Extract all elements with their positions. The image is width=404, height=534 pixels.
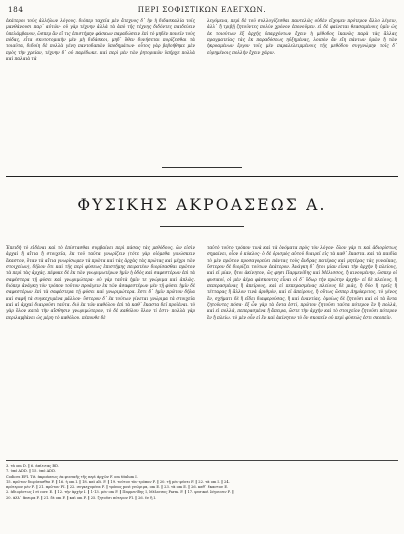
page-number: 184 (8, 5, 24, 14)
apparatus-line: Codices EFI. Tit. ἀκροάσεως ἐκ φυσικῆς τῆς περὶ ἀρχῶν F. om titulum I. (6, 474, 138, 479)
apparatus-line: 20. ἀλλ᾽ ἄπειρα F. ‖ 21. δὲ om F. ‖ καὶ om F. ‖ 25. ζητοῦσι πότερον FI. ‖ 26. ἓν ἢ I. (6, 495, 157, 500)
body-right-paragraph: ταὐτὸ τοῦτο τρόπον τινὰ καὶ τὰ ὀνόματα πρὸς τὸν λόγον· ὅλον γάρ τι καὶ ἀδιορίστως σημαίνει, οἷον ὁ κύκλος· ὁ δὲ ὁρισμὸς αὐτοῦ διαιρεῖ εἰς τὰ καθ᾽ ἕκαστα. καὶ τὰ παιδία τὸ μὲν πρῶτον προσαγορεύει πάντας τοὺς ἄνδρας πατέρας καὶ μητέρας τὰς γυναῖκας, ὕστερον δὲ διορίζει τούτων ἑκάτερον. Ἀνάγκη δ᾽ ἤτοι μίαν εἶναι τὴν ἀρχὴν ἢ πλείους, καὶ εἰ μίαν, ἤτοι ἀκίνητον, ὥς φησι Παρμενίδης καὶ Μέλισσος, ἢ κινουμένην, ὥσπερ οἱ φυσικοί, οἱ μὲν ἀέρα φάσκοντες εἶναι οἱ δ᾽ ὕδωρ τὴν πρώτην ἀρχήν· εἰ δὲ πλείους, ἢ πεπερασμένας ἢ ἀπείρους, καὶ εἰ πεπερασμένας πλείους δὲ μιᾶς, ἢ δύο ἢ τρεῖς ἢ τέτταρας ἢ ἄλλον τινὰ ἀριθμόν, καὶ εἰ ἀπείρους, ἢ οὕτως ὥσπερ Δημόκριτος, τὸ γένος ἕν, σχήματι δὲ ἢ εἴδει διαφερούσας, ἢ καὶ ἐναντίας. ὁμοίως δὲ ζητοῦσι καὶ οἱ τὰ ὄντα ζητοῦντες πόσα· ἐξ ὧν γὰρ τὰ ὄντα ἐστί, πρῶτον ζητοῦσι ταῦτα πότερον ἓν ἢ πολλά, καὶ εἰ πολλά, πεπερασμένα ἢ ἄπειρα, ὥστε τὴν ἀρχὴν καὶ τὸ στοιχεῖον ζητοῦσι πότερον ἓν ἢ πλείω. τὸ μὲν οὖν εἰ ἓν καὶ ἀκίνητον τὸ ὂν σκοπεῖν οὐ περὶ φύσεώς ἐστι σκοπεῖν. (207, 245, 397, 320)
section-divider-rule (6, 176, 398, 177)
body-right-column (207, 245, 397, 459)
running-title: ΠΕΡΙ ΣΟΦΙΣΤΙΚΩΝ ΕΛΕΓΧΩΝ. (137, 5, 267, 14)
body-left-paragraph: Ἐπειδὴ τὸ εἰδέναι καὶ τὸ ἐπίστασθαι συμβαίνει περὶ πάσας τὰς μεθόδους, ὧν εἰσὶν ἀρχαὶ ἢ αἴτια ἢ στοιχεῖα, ἐκ τοῦ ταῦτα γνωρίζειν (τότε γὰρ οἰόμεθα γινώσκειν ἕκαστον, ὅταν τὰ αἴτια γνωρίσωμεν τὰ πρῶτα καὶ τὰς ἀρχὰς τὰς πρώτας καὶ μέχρι τῶν στοιχείων), δῆλον ὅτι καὶ τῆς περὶ φύσεως ἐπιστήμης πειρατέον διορίσασθαι πρῶτον τὰ περὶ τὰς ἀρχάς. πέφυκε δὲ ἐκ τῶν γνωριμωτέρων ἡμῖν ἡ ὁδὸς καὶ σαφεστέρων ἐπὶ τὰ σαφέστερα τῇ φύσει καὶ γνωριμώτερα· οὐ γὰρ ταὐτὰ ἡμῖν τε γνώριμα καὶ ἁπλῶς. διόπερ ἀνάγκη τὸν τρόπον τοῦτον προάγειν ἐκ τῶν ἀσαφεστέρων μὲν τῇ φύσει ἡμῖν δὲ σαφεστέρων ἐπὶ τὰ σαφέστερα τῇ φύσει καὶ γνωριμώτερα. ἔστι δ᾽ ἡμῖν πρῶτον δῆλα καὶ σαφῆ τὰ συγκεχυμένα μᾶλλον· ὕστερον δ᾽ ἐκ τούτων γίνεται γνώριμα τὰ στοιχεῖα καὶ αἱ ἀρχαὶ διαιροῦσι ταῦτα. διὸ ἐκ τῶν καθόλου ἐπὶ τὰ καθ᾽ ἕκαστα δεῖ προϊέναι. τὸ γὰρ ὅλον κατὰ τὴν αἴσθησιν γνωριμώτερον, τὸ δὲ καθόλου ὅλον τί ἐστι· πολλὰ γὰρ περιλαμβάνει ὡς μέρη τὸ καθόλου. πέπονθε δὲ (6, 245, 195, 320)
critical-apparatus (6, 460, 398, 501)
running-header (8, 5, 396, 15)
section-end-rule (162, 167, 242, 168)
top-left-column (6, 18, 195, 138)
top-right-column (207, 18, 397, 138)
apparatus-line: 7. ὑπό ADD. ‖ 15. ὑπό ADD. (6, 469, 56, 474)
apparatus-line: 15. πρῶτον διορίσασθαι F. ‖ 16. ἡ om I. ‖ 18. καὶ alt. F. ‖ 19. τούτου τὸν τρόπον F. ‖ 20. τῇ μὲν φύσει F. ‖ 22. τὰ om I. ‖ 24. (6, 479, 230, 484)
book-title: ΦΥΣΙΚΗΣ ΑΚΡΟΑΣΕΩΣ Α. (77, 196, 327, 214)
apparatus-line: 3. τὰ om D. ‖ 6. ἀπίειτας BD. (6, 464, 59, 468)
top-left-paragraph: ἑκάτεροι τοὺς ἀλλήλων λόγους. διόπερ ταχεῖα μὲν ἄτεχνος δ᾽ ἦν ἡ διδασκαλία τοῖς μανθάνουσι παρ᾽ αὐτῶν· οὐ γὰρ τέχνην ἀλλὰ τὰ ἀπὸ τῆς τέχνης διδόντες παιδεύειν ὑπελάμβανον, ὥσπερ ἂν εἴ τις ἐπιστήμην φάσκων παραδώσειν ἐπὶ τὸ μηδὲν πονεῖν τοὺς πόδας, εἶτα σκυτοτομικὴν μὲν μὴ διδάσκοι, μηδ᾽ ὅθεν δυνήσεται πορίζεσθαι τὰ τοιαῦτα, διδοίη δὲ πολλὰ γένη παντοδαπῶν ὑποδημάτων· οὗτος γὰρ βεβοήθηκε μὲν πρὸς τὴν χρείαν, τέχνην δ᾽ οὐ παρέδωκε. καὶ περὶ μὲν τῶν ῥητορικῶν ὑπῆρχε πολλὰ καὶ παλαιὰ τὰ (6, 18, 195, 62)
title-underline-rule (160, 226, 244, 227)
top-right-paragraph: λεγόμενα, περὶ δὲ τοῦ συλλογίζεσθαι παντελῶς οὐδὲν εἴχομεν πρότερον ἄλλο λέγειν, ἀλλ᾽ ἢ τριβῇ ζητοῦντες πολὺν χρόνον ἐπονοῦμεν. εἰ δὲ φαίνεται θεασαμένοις ὑμῖν ὡς ἐκ τοιούτων ἐξ ἀρχῆς ὑπαρχόντων ἔχειν ἡ μέθοδος ἱκανῶς παρὰ τὰς ἄλλας πραγματείας τὰς ἐκ παραδόσεως ηὐξημένας, λοιπὸν ἂν εἴη πάντων ὑμῶν ἢ τῶν ἠκροαμένων ἔργον τοῖς μὲν παραλελειμμένοις τῆς μεθόδου συγγνώμην τοῖς δ᾽ εὑρημένοις πολλὴν ἔχειν χάριν. (207, 18, 397, 55)
body-left-column (6, 245, 195, 459)
apparatus-line: πρότερον μὲν F. ‖ 21. πρῶτον FI. ‖ 22. συγκεχυμένα F. ‖ τρόπος post γνώριμα, om E. ‖ 23. τὰ om E. ‖ 26. καθ᾽ ἕκαστον E. (6, 485, 229, 490)
apparatus-line: 2. ἀδιορίστως I et corr. E. ‖ 12. τὴν ἀρχὴν I. ‖ 1-13. μὲν om F. ‖ Παρμενίδης I, Μέλισσος Parm. F. ‖ 17. φυσικοὶ λέγουσιν F. ‖ (6, 490, 234, 495)
